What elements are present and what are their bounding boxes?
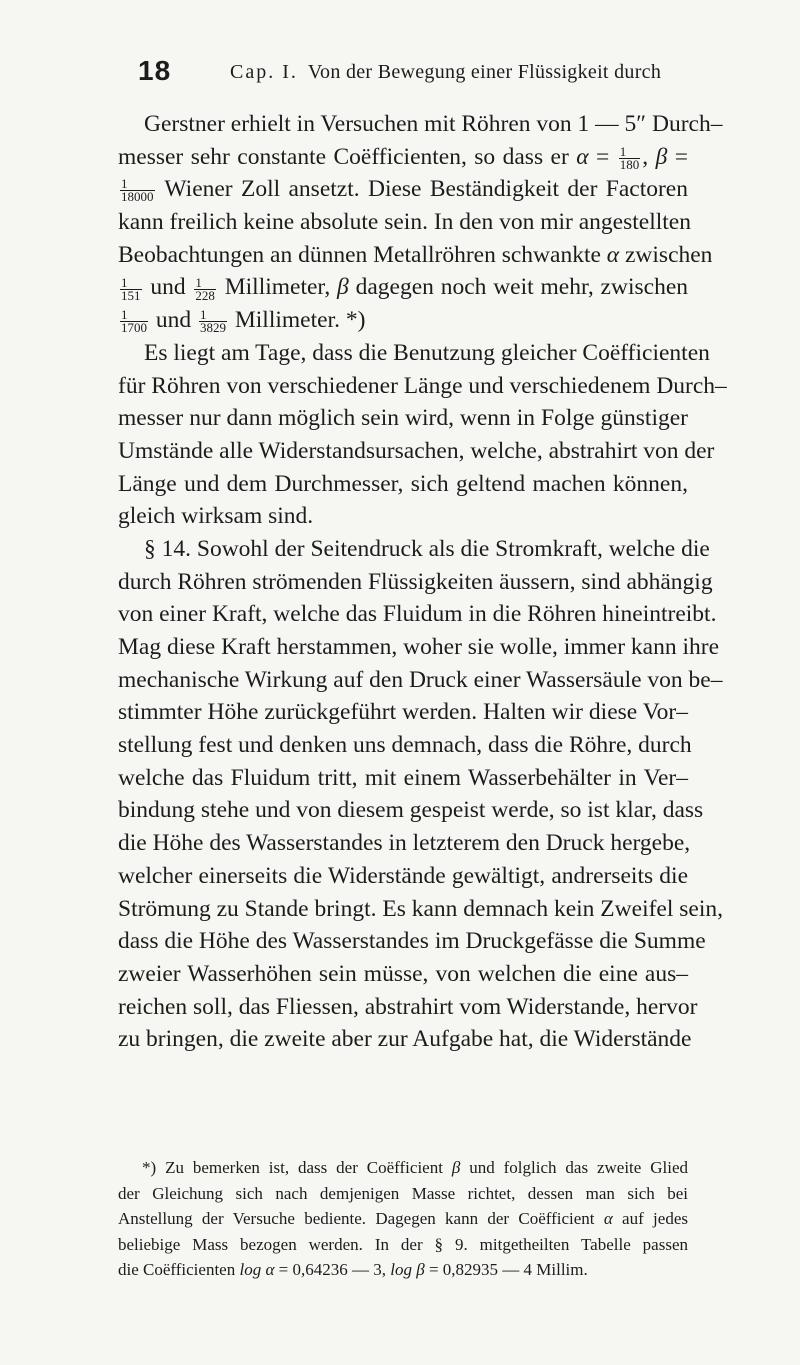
page-header — [120, 55, 680, 95]
beta-symbol: β — [451, 1158, 461, 1177]
text-line: messer nur dann möglich sein wird, wenn in Folge günstiger — [118, 405, 688, 432]
running-title: Von der Bewegung einer Flüssigkeit durch — [307, 61, 662, 83]
footnote-line: beliebige Mass bezogen werden. In der § 9. mitgetheilten Tabelle passen — [118, 1234, 688, 1254]
fraction: $\frac{1}{3829}$ — [200, 307, 226, 336]
text-line: stimmter Höhe zurückgeführt werden. Halten wir diese Vor– — [118, 699, 688, 726]
footnote-line: *) Zu bemerken ist, dass der Coëfficient β und folglich das zweite Glied — [142, 1158, 688, 1177]
text-line: dass die Höhe des Wasserstandes im Druckgefässe die Summe — [118, 928, 706, 955]
text-line: Länge und dem Durchmesser, sich geltend machen können, — [118, 470, 688, 497]
text-line: mechanische Wirkung auf den Druck einer Wassersäule von be– — [118, 666, 723, 693]
text-line: welcher einerseits die Widerstände gewältigt, andrerseits die — [118, 862, 688, 889]
text-line: Gerstner erhielt in Versuchen mit Röhren von 1 — 5″ Durch– — [144, 111, 723, 137]
fraction: $\frac{1}{228}$ — [195, 274, 215, 303]
chapter-label: Cap. I. — [230, 61, 298, 83]
text-line: gleich wirksam sind. — [118, 503, 314, 530]
text-line: zu bringen, die zweite aber zur Aufgabe hat, die Widerstände — [118, 1026, 692, 1053]
log-alpha: log α — [239, 1260, 275, 1279]
text-line: Es liegt am Tage, dass die Benutzung gleicher Coëfficienten — [144, 339, 710, 366]
footnote-line: der Gleichung sich nach demjenigen Masse richtet, dessen man sich bei — [118, 1183, 688, 1203]
text-line: zweier Wasserhöhen sein müsse, von welchen die eine aus– — [118, 960, 688, 987]
alpha-symbol: α — [606, 241, 620, 268]
text-line: $\frac{1}{151}$ und $\frac{1}{228}$ Millimeter, β dagegen noch weit mehr, zwischen — [121, 274, 688, 303]
text-line: für Röhren von verschiedener Länge und verschiedenem Durch– — [118, 372, 727, 399]
beta-symbol: β — [655, 143, 668, 170]
text-line: welche das Fluidum tritt, mit einem Wasserbehälter in Ver– — [118, 764, 688, 791]
fraction: $\frac{1}{180}$ — [619, 143, 640, 172]
page-number: 18 — [138, 55, 172, 86]
text-line: Umstände alle Widerstandsursachen, welche, abstrahirt von der — [118, 437, 715, 464]
text-line: Mag diese Kraft herstammen, woher sie wolle, immer kann ihre — [118, 634, 720, 660]
text-line: stellung fest und denken uns demnach, dass die Röhre, durch — [118, 732, 692, 759]
text-line: Strömung zu Stande bringt. Es kann demnach kein Zweifel sein, — [118, 895, 723, 922]
text-line: die Höhe des Wasserstandes in letzterem den Druck hergebe, — [118, 830, 691, 857]
text-line: reichen soll, das Fliessen, abstrahirt vom Widerstande, hervor — [118, 993, 698, 1020]
text-line: $\frac{1}{18000}$ Wiener Zoll ansetzt. Diese Beständigkeit der Factoren — [121, 176, 688, 205]
text-line: bindung stehe und von diesem gespeist werde, so ist klar, dass — [118, 797, 704, 824]
alpha-symbol: α — [576, 143, 589, 170]
main-text — [118, 108, 727, 1056]
text-line: durch Röhren strömenden Flüssigkeiten äussern, sind abhängig — [118, 568, 713, 595]
running-head — [230, 61, 661, 84]
log-beta: log β — [390, 1260, 425, 1279]
footnote — [118, 1155, 688, 1283]
fraction: $\frac{1}{1700}$ — [121, 307, 147, 336]
footnote-line: die Coëfficienten log α = 0,64236 — 3, log β = 0,82935 — 4 Millim. — [118, 1260, 588, 1279]
text-line: kann freilich keine absolute sein. In den von mir angestellten — [118, 209, 691, 236]
footnote-line: Anstellung der Versuche bediente. Dagegen kann der Coëfficient α auf jedes — [118, 1209, 688, 1228]
text-line: $\frac{1}{1700}$ und $\frac{1}{3829}$ Millimeter. *) — [121, 307, 366, 336]
text-line: messer sehr constante Coëfficienten, so dass er α = $\frac{1}{180}$ , β = — [118, 143, 688, 172]
footnote-ref: Millimeter. *) — [229, 307, 366, 334]
fraction: $\frac{1}{18000}$ — [121, 176, 154, 205]
section-start-line: § 14. Sowohl der Seitendruck als die Stromkraft, welche die — [144, 535, 710, 562]
fraction: $\frac{1}{151}$ — [121, 274, 141, 303]
beta-symbol: β — [337, 274, 349, 301]
alpha-symbol: α — [603, 1209, 613, 1228]
text-line: von einer Kraft, welche das Fluidum in die Röhren hineintreibt. — [118, 601, 717, 628]
text-line: Beobachtungen an dünnen Metallröhren schwankte α zwischen — [118, 241, 713, 268]
